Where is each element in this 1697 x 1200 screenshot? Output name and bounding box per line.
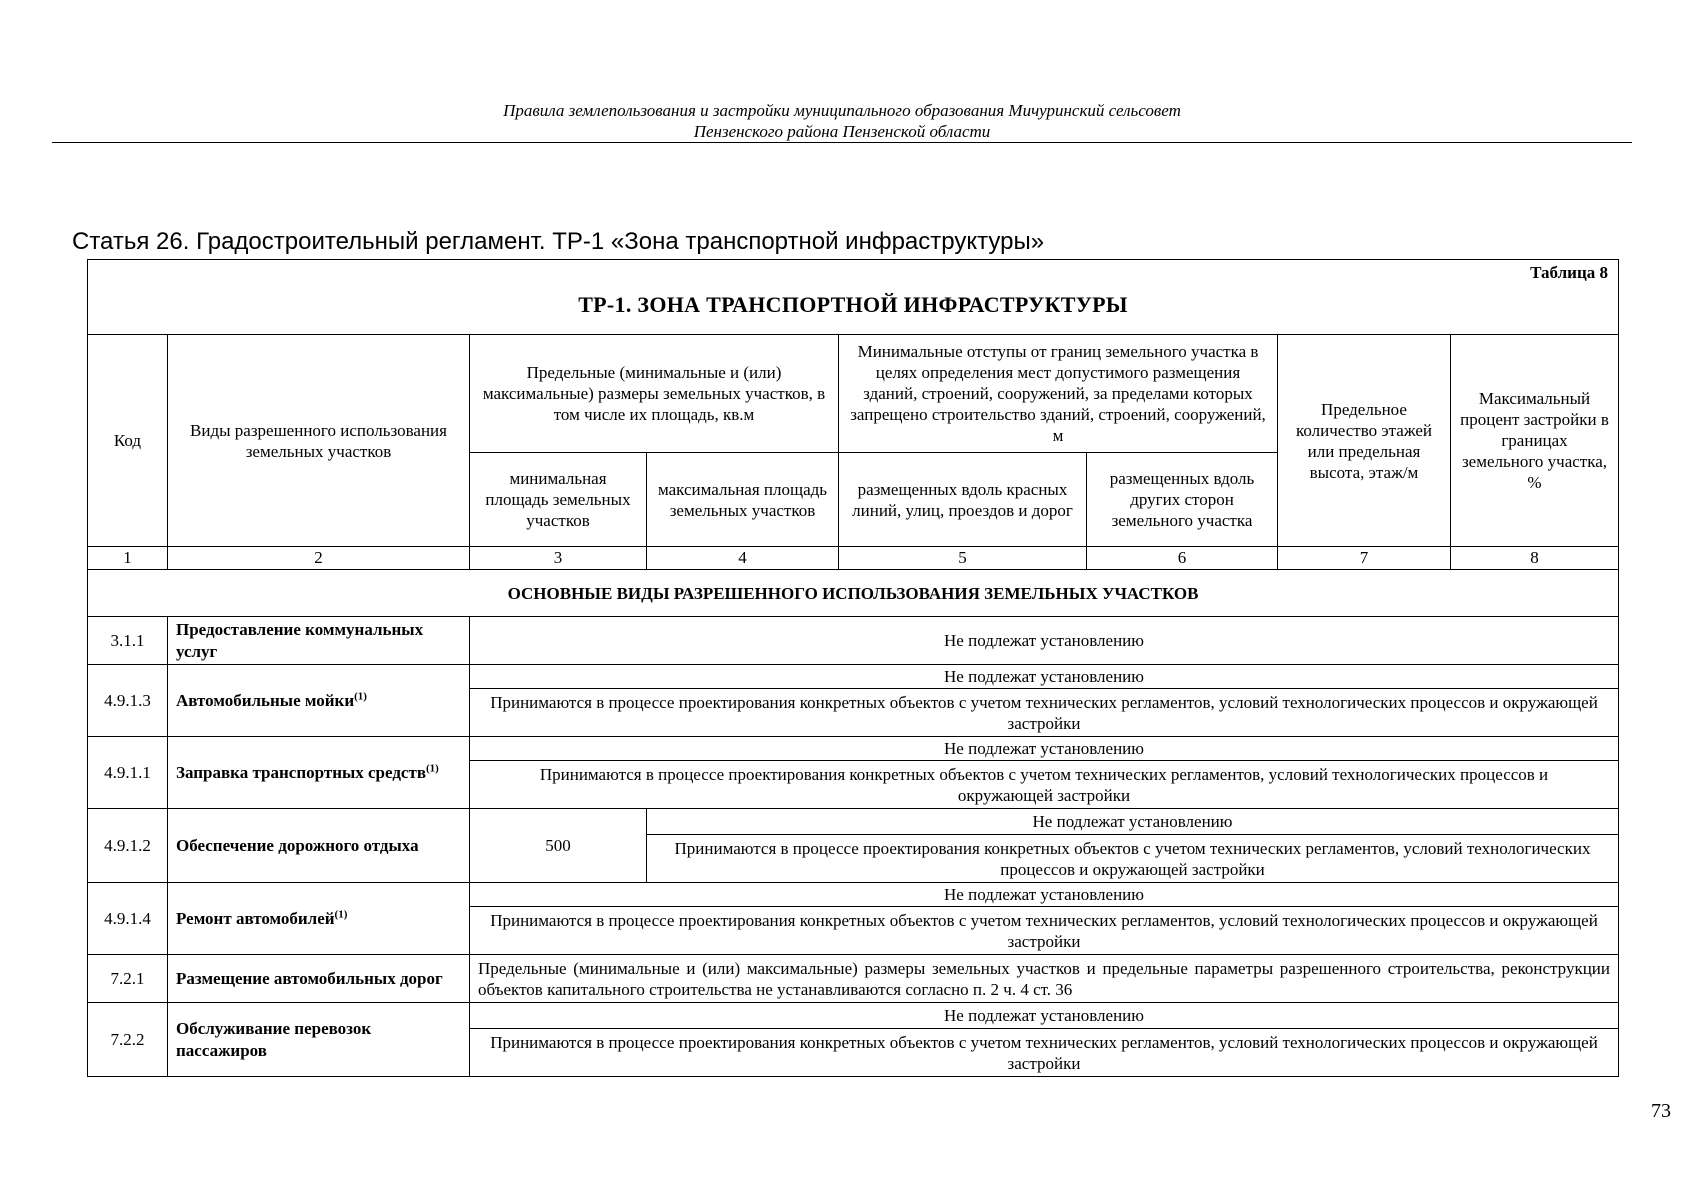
table-row	[88, 737, 1619, 761]
row-code: 7.2.1	[88, 955, 168, 1003]
column-number: 6	[1087, 547, 1278, 570]
column-number: 4	[647, 547, 839, 570]
row-value: Не подлежат установлению	[470, 617, 1619, 665]
table-row	[88, 955, 1619, 1003]
column-number: 5	[839, 547, 1087, 570]
page-number: 73	[1651, 1100, 1671, 1122]
row-name: Заправка транспортных средств$^{(1)}$	[168, 737, 470, 809]
header-max-area: максимальная площадь земельных участков	[647, 453, 839, 547]
article-title: Статья 26. Градостроительный регламент. ТР-1 «Зона транспортной инфраструктуры»	[72, 228, 1045, 255]
column-number: 1	[88, 547, 168, 570]
header-use-types: Виды разрешенного использования земельных участков	[168, 335, 470, 547]
header-max-coverage: Максимальный процент застройки в границах земельного участка, %	[1451, 335, 1619, 547]
table-number: Таблица 8	[1530, 263, 1609, 282]
table-row	[88, 883, 1619, 907]
row-code: 4.9.1.4	[88, 883, 168, 955]
section-title: ОСНОВНЫЕ ВИДЫ РАЗРЕШЕННОГО ИСПОЛЬЗОВАНИЯ ЗЕМЕЛЬНЫХ УЧАСТКОВ	[88, 570, 1619, 617]
row-value-design: Принимаются в процессе проектирования конкретных объектов с учетом технических регламентов, условий технологических процессов и окружающей застройки	[470, 1029, 1619, 1077]
row-value-not-set: Не подлежат установлению	[470, 1003, 1619, 1029]
column-number: 7	[1278, 547, 1451, 570]
row-code: 3.1.1	[88, 617, 168, 665]
row-name: Размещение автомобильных дорог	[168, 955, 470, 1003]
row-value-not-set: Не подлежат установлению	[647, 809, 1619, 835]
row-value-not-set: Не подлежат установлению	[470, 737, 1619, 761]
regulation-table	[87, 259, 1619, 1077]
row-name: Ремонт автомобилей$^{(1)}$	[168, 883, 470, 955]
row-min-area: 500	[470, 809, 647, 883]
row-name: Предоставление коммунальных услуг	[168, 617, 470, 665]
row-code: 4.9.1.3	[88, 665, 168, 737]
table-row	[88, 1003, 1619, 1029]
row-name: Обслуживание перевозок пассажиров	[168, 1003, 470, 1077]
row-value-not-set: Не подлежат установлению	[470, 665, 1619, 689]
row-value-design: Принимаются в процессе проектирования конкретных объектов с учетом технических регламентов, условий технологических процессов и окружающей застройки	[647, 835, 1619, 883]
row-code: 4.9.1.2	[88, 809, 168, 883]
header-setbacks: Минимальные отступы от границ земельного участка в целях определения мест допустимого размещения зданий, строений, сооружений, за пределами которых запрещено строительство зданий, строений, сооружений, м	[839, 335, 1278, 453]
column-number: 8	[1451, 547, 1619, 570]
table-row	[88, 809, 1619, 835]
row-value-not-set: Не подлежат установлению	[470, 883, 1619, 907]
header-size-limits: Предельные (минимальные и (или) максимальные) размеры земельных участков, в том числе их площадь, кв.м	[470, 335, 839, 453]
header-line-1: Правила землепользования и застройки муниципального образования Мичуринский сельсовет	[503, 101, 1181, 120]
column-number: 2	[168, 547, 470, 570]
header-setback-other: размещенных вдоль других сторон земельного участка	[1087, 453, 1278, 547]
row-value-design: Принимаются в процессе проектирования конкретных объектов с учетом технических регламентов, условий технологических процессов и окружающей застройки	[470, 761, 1619, 809]
row-name: Автомобильные мойки$^{(1)}$	[168, 665, 470, 737]
header-min-area: минимальная площадь земельных участков	[470, 453, 647, 547]
row-code: 7.2.2	[88, 1003, 168, 1077]
header-floors: Предельное количество этажей или предельная высота, этаж/м	[1278, 335, 1451, 547]
row-value-design: Принимаются в процессе проектирования конкретных объектов с учетом технических регламентов, условий технологических процессов и окружающей застройки	[470, 689, 1619, 737]
table-row	[88, 665, 1619, 689]
header-setback-red-lines: размещенных вдоль красных линий, улиц, проездов и дорог	[839, 453, 1087, 547]
row-code: 4.9.1.1	[88, 737, 168, 809]
row-value: Предельные (минимальные и (или) максимальные) размеры земельных участков и предельные параметры разрешенного строительства, реконструкции объектов капитального строительства не устанавливаются согласно п. 2 ч. 4 ст. 36	[470, 955, 1619, 1003]
row-name: Обеспечение дорожного отдыха	[168, 809, 470, 883]
header-line-2: Пензенского района Пензенской области	[693, 122, 991, 141]
page-header	[52, 100, 1632, 143]
header-code: Код	[88, 335, 168, 547]
table-row	[88, 617, 1619, 665]
table-title-cell	[88, 260, 1619, 335]
row-value-design: Принимаются в процессе проектирования конкретных объектов с учетом технических регламентов, условий технологических процессов и окружающей застройки	[470, 907, 1619, 955]
zone-title: ТР-1. ЗОНА ТРАНСПОРТНОЙ ИНФРАСТРУКТУРЫ	[578, 291, 1128, 317]
column-number: 3	[470, 547, 647, 570]
